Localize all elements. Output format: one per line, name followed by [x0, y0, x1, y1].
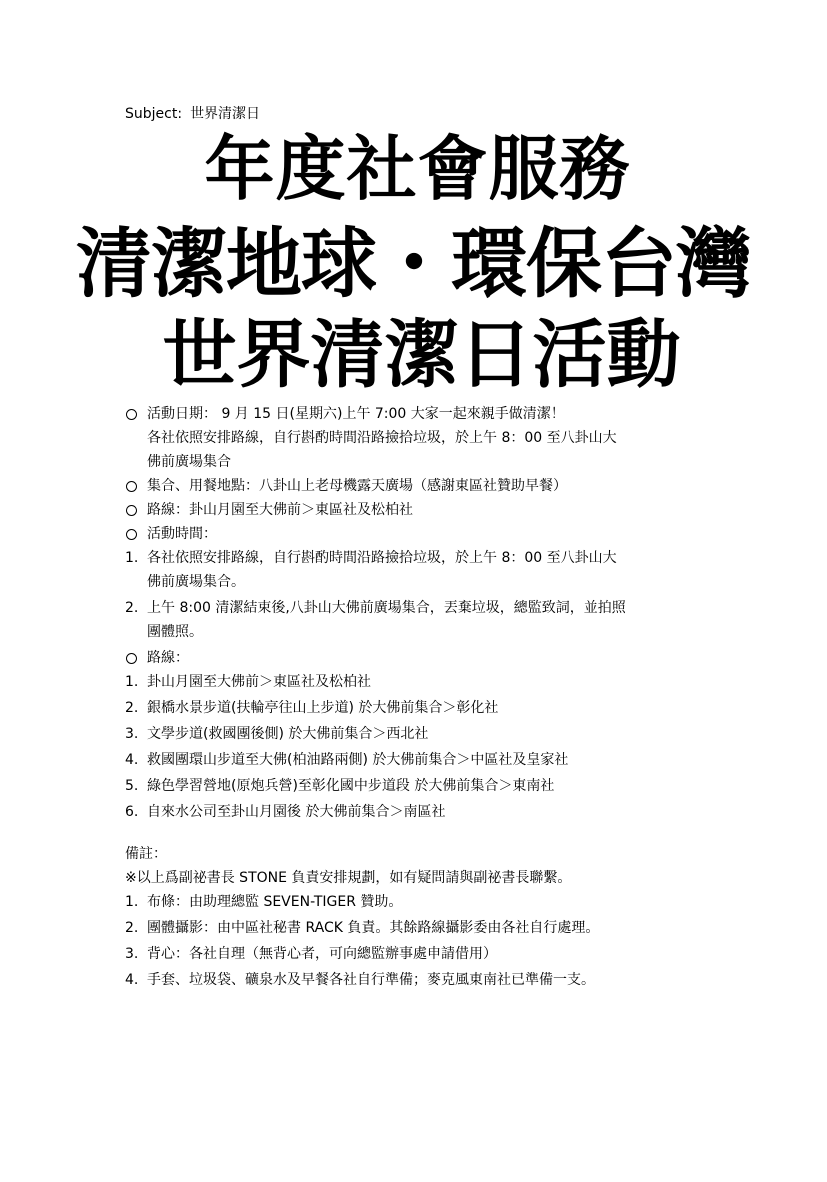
note-text: 團體攝影：由中區社秘書 RACK 負責。其餘路線攝影委由各社自行處理。	[147, 920, 600, 936]
note-item	[125, 890, 725, 914]
meeting-place-item	[125, 474, 725, 498]
schedule-item	[125, 596, 725, 644]
route-text: 綠色學習營地(原炮兵營)至彰化國中步道段 於大佛前集合＞東南社	[147, 778, 555, 794]
notes-heading: 備註：	[125, 846, 167, 862]
schedule-item	[125, 546, 725, 594]
event-time-heading-text: 活動時間：	[147, 526, 217, 542]
route-item	[125, 722, 725, 746]
note-item	[125, 968, 725, 992]
route-number: 2.	[125, 700, 139, 716]
route-text: 卦山月園至大佛前＞東區社及松柏社	[147, 674, 371, 690]
routes-heading	[125, 646, 725, 670]
note-number: 3.	[125, 946, 139, 962]
schedule-number: 2.	[125, 600, 139, 616]
subject-value: 世界清潔日	[190, 106, 261, 122]
event-date-detail-cont: 佛前廣場集合	[147, 454, 231, 470]
note-number: 4.	[125, 972, 139, 988]
routes-heading-text: 路線：	[147, 650, 189, 666]
route-item	[125, 748, 725, 772]
route-item	[125, 696, 725, 720]
route-number: 5.	[125, 778, 139, 794]
schedule-text-cont: 佛前廣場集合。	[147, 574, 245, 590]
banner-title-line-1: 年度社會服務	[204, 128, 631, 210]
notes-intro: ※以上爲副祕書長 STONE 負責安排規劃，如有疑問請與副祕書長聯繫。	[125, 870, 572, 886]
note-number: 2.	[125, 920, 139, 936]
schedule-text: 上午 8:00 清潔結束後,八卦山大佛前廣場集合，丟棄垃圾，總監致詞，並拍照	[147, 600, 626, 616]
event-date-item	[125, 402, 725, 474]
email-subject	[125, 104, 260, 124]
bullet-circle-icon	[125, 522, 143, 548]
note-text: 布條：由助理總監 SEVEN-TIGER 贊助。	[147, 894, 403, 910]
route-text: 銀橋水景步道(扶輪亭往山上步道) 於大佛前集合＞彰化社	[147, 700, 499, 716]
subject-label: Subject:	[125, 106, 183, 122]
route-number: 3.	[125, 726, 139, 742]
document-body	[125, 402, 725, 992]
route-text: 救國團環山步道至大佛(柏油路兩側) 於大佛前集合＞中區社及皇家社	[147, 752, 569, 768]
banner-title-line-2: 清潔地球・環保台灣	[76, 219, 751, 308]
route-number: 4.	[125, 752, 139, 768]
route-number: 6.	[125, 804, 139, 820]
note-item	[125, 942, 725, 966]
bullet-circle-icon	[125, 402, 143, 428]
bullet-circle-icon	[125, 646, 143, 672]
bullet-circle-icon	[125, 474, 143, 500]
note-number: 1.	[125, 894, 139, 910]
route-summary-item	[125, 498, 725, 522]
note-item	[125, 916, 725, 940]
note-text: 背心：各社自理（無背心者，可向總監辦事處申請借用）	[147, 946, 497, 962]
route-text: 文學步道(救國團後側) 於大佛前集合＞西北社	[147, 726, 429, 742]
route-summary-text: 路線：卦山月園至大佛前＞東區社及松柏社	[147, 502, 413, 518]
schedule-text-cont: 團體照。	[147, 624, 203, 640]
event-date-detail: 各社依照安排路線，自行斟酌時間沿路撿拾垃圾，於上午 8：00 至八卦山大	[147, 430, 617, 446]
meeting-place-text: 集合、用餐地點：八卦山上老母機露天廣場（感謝東區社贊助早餐）	[147, 478, 567, 494]
banner-title-line-3: 世界清潔日活動	[162, 312, 681, 398]
route-item	[125, 800, 725, 824]
schedule-number: 1.	[125, 550, 139, 566]
route-number: 1.	[125, 674, 139, 690]
event-date-text: 活動日期： 9 月 15 日(星期六)上午 7:00 大家一起來親手做清潔！	[147, 406, 565, 422]
event-time-heading	[125, 522, 725, 546]
bullet-circle-icon	[125, 498, 143, 524]
route-text: 自來水公司至卦山月園後 於大佛前集合＞南區社	[147, 804, 446, 820]
schedule-text: 各社依照安排路線，自行斟酌時間沿路撿拾垃圾，於上午 8：00 至八卦山大	[147, 550, 617, 566]
route-item	[125, 670, 725, 694]
note-text: 手套、垃圾袋、礦泉水及早餐各社自行準備；麥克風東南社已準備一支。	[147, 972, 595, 988]
route-item	[125, 774, 725, 798]
